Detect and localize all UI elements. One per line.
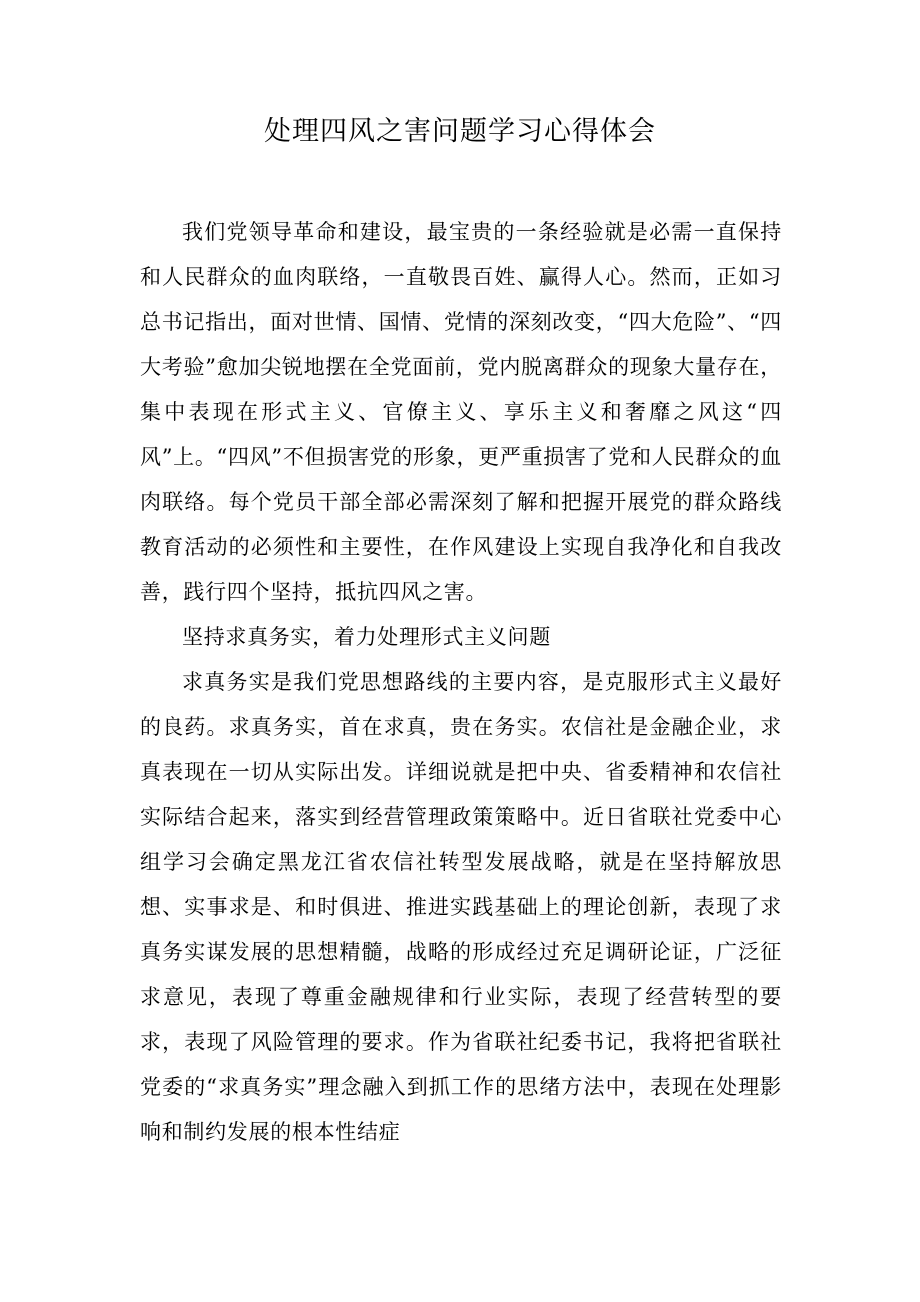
section-heading: 坚持求真务实，着力处理形式主义问题 [182, 625, 551, 649]
paragraph-intro: 我们党领导革命和建设，最宝贵的一条经验就是必需一直保持和人民群众的血肉联络，一直敬畏百姓、赢得人心。然而，正如习总书记指出，面对世情、国情、党情的深刻改变，“四大危险”、“四大考验”愈加尖锐地摆在全党面前，党内脱离群众的现象大量存在，集中表现在形式主义、官僚主义、享乐主义和奢靡之风这“四风”上。“四风”不但损害党的形象，更严重损害了党和人民群众的血肉联络。每个党员干部全部必需深刻了解和把握开展党的群众路线教育活动的必须性和主要性，在作风建设上实现自我净化和自我改善，践行四个坚持，抵抗四风之害。 [140, 220, 782, 604]
document-title: 处理四风之害问题学习心得体会 [264, 116, 656, 147]
paragraph-truth-seeking: 求真务实是我们党思想路线的主要内容，是克服形式主义最好的良药。求真务实，首在求真，贵在务实。农信社是金融企业，求真表现在一切从实际出发。详细说就是把中央、省委精神和农信社实际结合起来，落实到经营管理政策策略中。近日省联社党委中心组学习会确定黑龙江省农信社转型发展战略，就是在坚持解放思想、实事求是、和时俱进、推进实践基础上的理论创新，表现了求真务实谋发展的思想精髓，战略的形成经过充足调研论证，广泛征求意见，表现了尊重金融规律和行业实际，表现了经营转型的要求，表现了风险管理的要求。作为省联社纪委书记，我将把省联社党委的“求真务实”理念融入到抓工作的思绪方法中，表现在处理影响和制约发展的根本性结症 [140, 670, 782, 1144]
document-body [140, 210, 782, 1155]
